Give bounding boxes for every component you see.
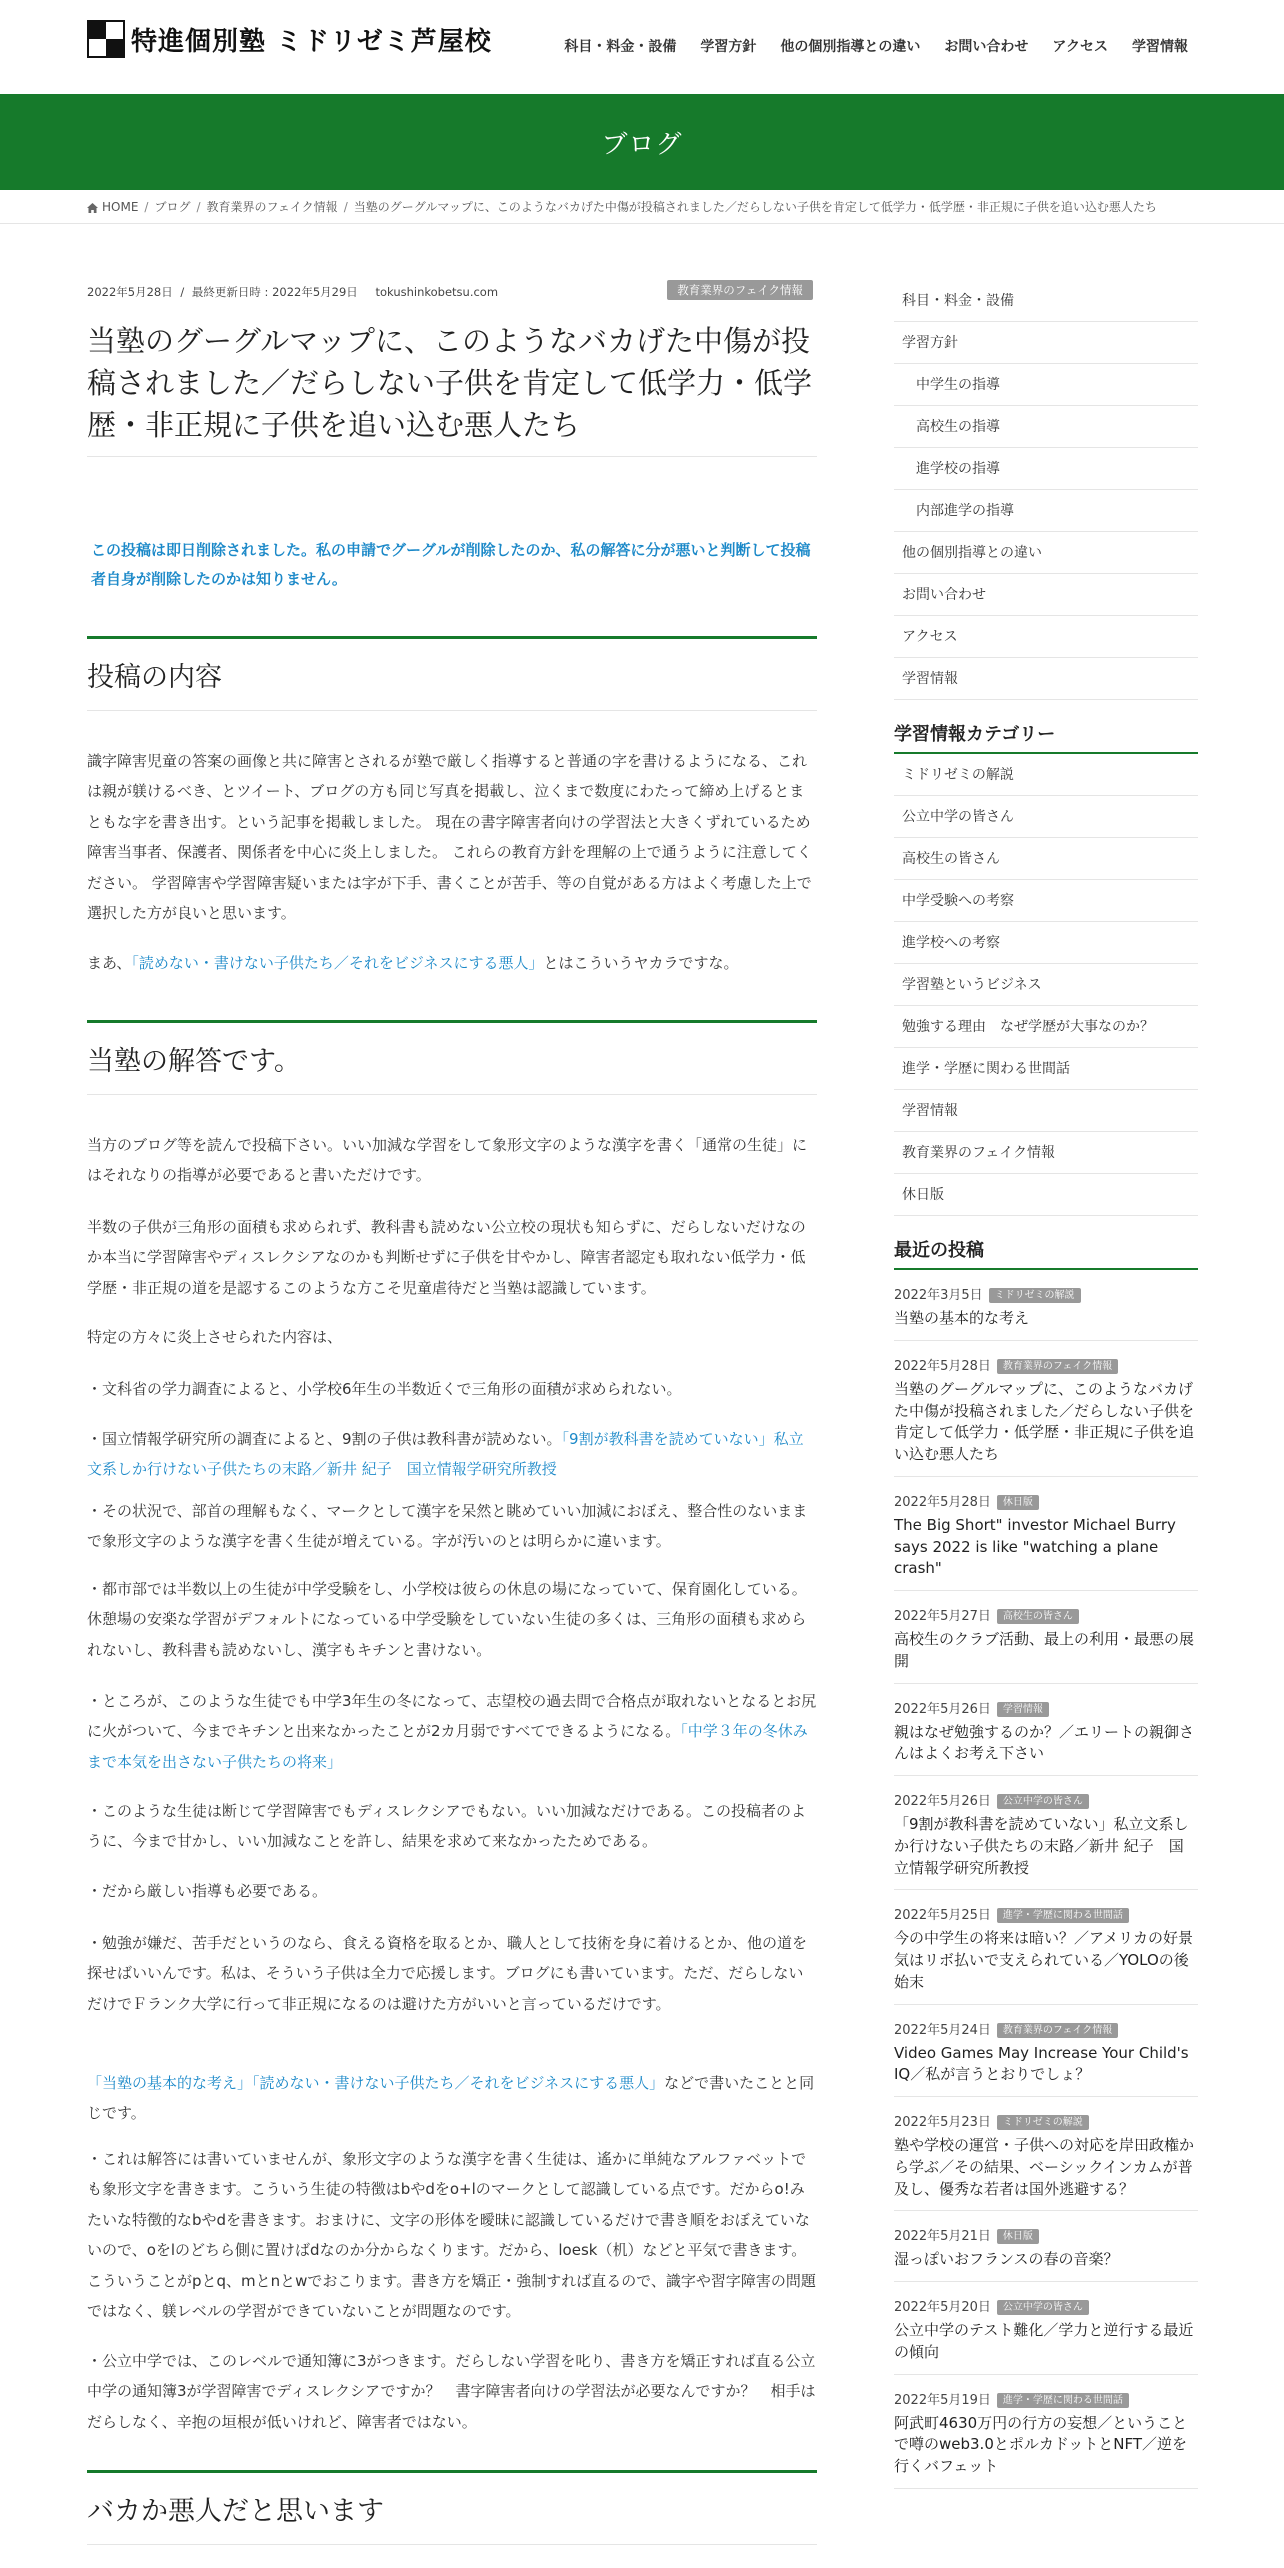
- logo-text: 特進個別塾 ミドリゼミ芦屋校: [131, 26, 492, 57]
- post-meta: [87, 284, 817, 300]
- paragraph: ・このような生徒は断じて学習障害でもディスレクシアでもない。いい加減なだけである。この投稿者のように、今まで甘かし、いい加減なことを許し、結果を求めて来なかったためである。: [87, 1802, 806, 1851]
- recent-post-tag[interactable]: 公立中学の皆さん: [997, 1794, 1089, 1809]
- section-heading-answer: 当塾の解答です。: [87, 1020, 817, 1095]
- recent-post-tag[interactable]: 教育業界のフェイク情報: [997, 1359, 1118, 1374]
- recent-post-title[interactable]: 親はなぜ勉強するのか？／エリートの親御さんはよくお考え下さい: [894, 1722, 1195, 1763]
- sidebar-item-prep-school[interactable]: 進学校の指導: [894, 448, 1198, 490]
- recent-post-title[interactable]: 当塾の基本的な考え: [894, 1309, 1030, 1327]
- sidebar-item-high-school[interactable]: 高校生の指導: [894, 406, 1198, 448]
- recent-post: [894, 1341, 1198, 1477]
- post-title: 当塾のグーグルマップに、このようなバカげた中傷が投稿されました／だらしない子供を肯定して低学力・低学歴・非正規に子供を追い込む悪人たち: [87, 320, 817, 457]
- recent-post-date: 2022年5月26日: [894, 1794, 991, 1809]
- recent-post: [894, 2282, 1198, 2375]
- recent-post-tag[interactable]: 進学・学歴に関わる世間話: [997, 1908, 1129, 1923]
- nav-item-difference[interactable]: 他の個別指導との違い: [780, 39, 921, 55]
- section-heading-idiot-or-villain: バカか悪人だと思います: [87, 2470, 817, 2545]
- site-logo[interactable]: [87, 20, 492, 58]
- breadcrumb-home[interactable]: HOME: [102, 199, 139, 214]
- paragraph: ・文科省の学力調査によると、小学校6年生の半数近くで三角形の面積が求められない。: [87, 1380, 682, 1398]
- breadcrumb-current: 当塾のグーグルマップに、このようなバカげた中傷が投稿されました／だらしない子供を肯定して低学力・低学歴・非正規に子供を追い込む悪人たち: [353, 200, 1157, 214]
- recent-post: [894, 1477, 1198, 1591]
- recent-post: [894, 1591, 1198, 1684]
- category-item[interactable]: 中学受験への考察: [894, 880, 1198, 922]
- sidebar-heading-recent: 最近の投稿: [894, 1236, 1198, 1270]
- nav-item-subjects[interactable]: 科目・料金・設備: [564, 39, 677, 55]
- recent-post-date: 2022年5月27日: [894, 1609, 991, 1624]
- recent-post-date: 2022年5月21日: [894, 2229, 991, 2245]
- meta-separator: /: [180, 285, 185, 299]
- recent-post-date: 2022年5月26日: [894, 1701, 991, 1717]
- nav-item-info[interactable]: 学習情報: [1132, 39, 1188, 55]
- recent-post-title[interactable]: 高校生のクラブ活動、最上の利用・最悪の展開: [894, 1630, 1195, 1670]
- recent-post-date: 2022年5月28日: [894, 1358, 991, 1374]
- deletion-notice: この投稿は即日削除されました。私の申請でグーグルが削除したのか、私の解答に分が悪いと判断して投稿者自身が削除したのかは知りません。: [91, 541, 811, 588]
- recent-post-tag[interactable]: 学習情報: [997, 1702, 1049, 1717]
- paragraph: 半数の子供が三角形の面積も求められず、教科書も読めない公立校の現状も知らずに、だらしないだけなのか本当に学習障害やディスレクシアなのかも判断せずに子供を甘やかし、障害者認定も取れない低学力・低学歴・非正規の道を是認するこのような方こそ児童虐待だと当塾は認識しています。: [87, 1218, 806, 1297]
- sidebar-item-subjects[interactable]: 科目・料金・設備: [894, 280, 1198, 322]
- recent-post-date: 2022年5月19日: [894, 2392, 991, 2408]
- paragraph: 識字障害児童の答案の画像と共に障害とされるが塾で厳しく指導すると普通の字を書けるようになる、これは親が躾けるべき、とツイート、ブログの方も同じ写真を掲載し、泣くまで数度にわたって締め上げるとまともな字を書き出す。という記事を掲載しました。 現在の書字障害者向けの学習法と大きくずれているため障害当事者、保護者、関係者を中心に炎上しました。 これらの教育方針を理解の上で通うように注意してください。 学習障害や学習障害疑いまたは字が下手、書くことが苦手、等の自覚がある方はよく考慮した上で選択した方が良いと思います。: [87, 752, 812, 923]
- recent-post-title[interactable]: 「9割が教科書を読めていない」私立文系しか行けない子供たちの末路／新井 紀子 国立情報学研究所教授: [894, 1815, 1189, 1877]
- recent-post-date: 2022年5月23日: [894, 2115, 991, 2130]
- recent-post-tag[interactable]: ミドリゼミの解説: [997, 2115, 1089, 2130]
- paragraph: [87, 2068, 817, 2129]
- category-item[interactable]: 公立中学の皆さん: [894, 796, 1198, 838]
- paragraph: 当方のブログ等を読んで投稿下さい。いい加減な学習をして象形文字のような漢字を書く「通常の生徒」にはそれなりの指導が必要であると書いただけです。: [87, 1136, 808, 1185]
- recent-post-title[interactable]: 湿っぽいおフランスの春の音楽？: [894, 2250, 1119, 2269]
- recent-post-tag[interactable]: 公立中学の皆さん: [997, 2300, 1089, 2315]
- category-item[interactable]: 学習塾というビジネス: [894, 964, 1198, 1006]
- post-category-badge[interactable]: 教育業界のフェイク情報: [667, 280, 813, 300]
- category-item[interactable]: 進学校への考察: [894, 922, 1198, 964]
- nav-item-policy[interactable]: 学習方針: [700, 39, 757, 55]
- post-author: tokushinkobetsu.com: [375, 285, 499, 299]
- recent-post: [894, 1270, 1198, 1341]
- text: ・国立情報学研究所の調査によると、9割の子供は教科書が読めない。: [87, 1430, 562, 1448]
- category-item[interactable]: ミドリゼミの解説: [894, 754, 1198, 796]
- sidebar-item-difference[interactable]: 他の個別指導との違い: [894, 532, 1198, 574]
- recent-post-date: 2022年5月25日: [894, 1908, 991, 1924]
- category-item[interactable]: 進学・学歴に関わる世間話: [894, 1048, 1198, 1090]
- section-heading-post-content: 投稿の内容: [87, 636, 817, 711]
- paragraph: [87, 948, 817, 978]
- recent-post-date: 2022年5月20日: [894, 2300, 991, 2315]
- recent-post-date: 2022年3月5日: [894, 1288, 983, 1303]
- paragraph: [87, 1424, 817, 1485]
- banner-title: ブログ: [601, 129, 683, 160]
- paragraph: 特定の方々に炎上させられた内容は、: [87, 1328, 343, 1346]
- recent-post: [894, 1890, 1198, 2004]
- sidebar-menu: [894, 280, 1198, 700]
- recent-post: [894, 2375, 1198, 2489]
- sidebar-item-info[interactable]: 学習情報: [894, 658, 1198, 700]
- text: まあ、: [87, 954, 132, 972]
- recent-post-title[interactable]: 公立中学のテスト難化／学力と逆行する最近の傾向: [894, 2321, 1194, 2361]
- category-item[interactable]: 学習情報: [894, 1090, 1198, 1132]
- post-date: 2022年5月28日: [87, 285, 173, 299]
- recent-post-title[interactable]: 塾や学校の運営・子供への対応を岸田政権から学ぶ／その結果、ベーシックインカムが普及し、優秀な若者は国外逃避する？: [894, 2136, 1195, 2198]
- recent-post-date: 2022年5月24日: [894, 2022, 991, 2038]
- recent-post-date: 2022年5月28日: [894, 1494, 991, 1510]
- category-item[interactable]: 休日版: [894, 1174, 1198, 1216]
- text: とはこういうヤカラですな。: [543, 954, 739, 972]
- text: ・ところが、このような生徒でも中学3年生の冬になって、志望校の過去問で合格点が取れないとなるとお尻に火がついて、今までキチンと出来なかったことが2カ月弱ですべてできるようになる。: [87, 1692, 817, 1741]
- recent-post-title[interactable]: Video Games May Increase Your Child's IQ／私が言うとおりでしょ？: [894, 2043, 1189, 2084]
- link-90-percent-textbook[interactable]: 「9割が教科書を読めていない」私立文系しか行けない子供たちの末路／新井 紀子 国立情報学研究所教授: [87, 1430, 804, 1479]
- paragraph: ・都市部では半数以上の生徒が中学受験をし、小学校は彼らの休息の場になっていて、保育園化している。休憩場の安楽な学習がデフォルトになっている中学受験をしていない生徒の多くは、三角形の面積も求められないし、教科書も読めないし、漢字もキチンと書けない。: [87, 1580, 807, 1659]
- category-item[interactable]: 教育業界のフェイク情報: [894, 1132, 1198, 1174]
- recent-post-title[interactable]: 今の中学生の将来は暗い？／アメリカの好景気はリボ払いで支えられている／YOLOの後始末: [894, 1929, 1193, 1991]
- text: などで書いたことと同じです。: [87, 2074, 815, 2123]
- link-cannot-read-write[interactable]: 「読めない・書けない子供たち／それをビジネスにする悪人」: [131, 954, 544, 972]
- home-icon: [87, 203, 98, 213]
- paragraph: [87, 1686, 817, 1777]
- nav-item-contact[interactable]: お問い合わせ: [944, 39, 1029, 55]
- link-basic-philosophy[interactable]: 「当塾の基本的な考え」: [87, 2074, 253, 2092]
- sidebar-item-junior-high[interactable]: 中学生の指導: [894, 364, 1198, 406]
- recent-post: [894, 2097, 1198, 2211]
- paragraph: ・だから厳しい指導も必要である。: [87, 1882, 328, 1900]
- recent-post-tag[interactable]: 休日版: [997, 2229, 1039, 2244]
- recent-post-tag[interactable]: 休日版: [997, 1495, 1039, 1510]
- sidebar-heading-categories: 学習情報カテゴリー: [894, 720, 1198, 754]
- recent-post-tag[interactable]: 教育業界のフェイク情報: [997, 2023, 1118, 2038]
- page-banner: [0, 94, 1284, 190]
- sidebar-item-access[interactable]: アクセス: [894, 616, 1198, 658]
- nav-item-access[interactable]: アクセス: [1052, 39, 1108, 55]
- paragraph: ・これは解答には書いていませんが、象形文字のような漢字を書く生徒は、遙かに単純なアルファベットでも象形文字を書きます。こういう生徒の特徴はbやdをo+lのマークとして認識している点です。だからo!みたいな特徴的なbやdを書きます。おまけに、文字の形体を曖昧に認識しているだけで書き順をおぼえていないので、oをlのどちら側に置けばdなのか分からなくります。だから、loesk（机）などと平気で書きます。こういうことがpとq、mとnとwでおこります。書き方を矯正・強制すれば直るので、識字や習字障害の問題ではなく、躾レベルの学習ができていないことが問題なのです。: [87, 2150, 816, 2321]
- logo-mark-icon: [87, 20, 125, 58]
- recent-post: [894, 1776, 1198, 1890]
- recent-post-tag[interactable]: 進学・学歴に関わる世間話: [997, 2393, 1129, 2408]
- breadcrumb: [0, 190, 1284, 224]
- breadcrumb-category[interactable]: 教育業界のフェイク情報: [206, 200, 338, 214]
- breadcrumb-blog[interactable]: ブログ: [154, 200, 191, 214]
- category-list: [894, 754, 1198, 1216]
- global-nav: [540, 36, 1188, 56]
- recent-post-title[interactable]: 阿武町4630万円の行方の妄想／ということで噂のweb3.0とポルカドットとNFT／逆を行くバフェット: [894, 2413, 1188, 2475]
- recent-post-tag[interactable]: 高校生の皆さん: [997, 1609, 1079, 1624]
- recent-post: [894, 2211, 1198, 2282]
- recent-post: [894, 1684, 1198, 1777]
- breadcrumb-separator: /: [343, 199, 348, 214]
- sidebar: [894, 280, 1198, 2489]
- breadcrumb-separator: /: [144, 199, 149, 214]
- sidebar-item-contact[interactable]: お問い合わせ: [894, 574, 1198, 616]
- recent-post-tag[interactable]: ミドリゼミの解説: [989, 1288, 1081, 1303]
- category-item[interactable]: 高校生の皆さん: [894, 838, 1198, 880]
- category-item[interactable]: 勉強する理由 なぜ学歴が大事なのか？: [894, 1006, 1198, 1048]
- sidebar-item-policy[interactable]: 学習方針: [894, 322, 1198, 364]
- link-cannot-read-write[interactable]: 「読めない・書けない子供たち／それをビジネスにする悪人」: [252, 2074, 665, 2092]
- site-header: [0, 0, 1284, 94]
- sidebar-item-internal-promotion[interactable]: 内部進学の指導: [894, 490, 1198, 532]
- paragraph: ・公立中学では、このレベルで通知簿に3がつきます。だらしない学習を叱り、書き方を矯正すれば直る公立中学の通知簿3が学習障害でディスレクシアですか？ 書字障害者向けの学習法が必要なんですか？ 相手はだらしなく、辛抱の垣根が低いけれど、障害者ではない。: [87, 2352, 816, 2431]
- paragraph: ・その状況で、部首の理解もなく、マークとして漢字を呆然と眺めていい加減におぼえ、整合性のないままで象形文字のような漢字を書く生徒が増えている。字が汚いのとは明らかに違います。: [87, 1502, 808, 1551]
- breadcrumb-separator: /: [196, 199, 201, 214]
- paragraph: ・勉強が嫌だ、苦手だというのなら、食える資格を取るとか、職人として技術を身に着けるとか、他の道を探せばいいんです。私は、そういう子供は全力で応援します。ブログにも書いています。ただ、だらしないだけでＦランク大学に行って非正規になるのは避けた方がいいと言っているだけです。: [87, 1934, 808, 2013]
- link-winter-break[interactable]: 「中学３年の冬休みまで本気を出さない子供たちの将来」: [87, 1722, 808, 1771]
- recent-post: [894, 2005, 1198, 2098]
- recent-post-title[interactable]: 当塾のグーグルマップに、このようなバカげた中傷が投稿されました／だらしない子供を肯定して低学力・低学歴・非正規に子供を追い込む悪人たち: [894, 1379, 1195, 1463]
- recent-post-title[interactable]: The Big Short" investor Michael Burry says 2022 is like "watching a plane crash": [894, 1515, 1176, 1578]
- recent-posts: [894, 1270, 1198, 2489]
- post-updated: 最終更新日時 : 2022年5月29日: [191, 285, 358, 299]
